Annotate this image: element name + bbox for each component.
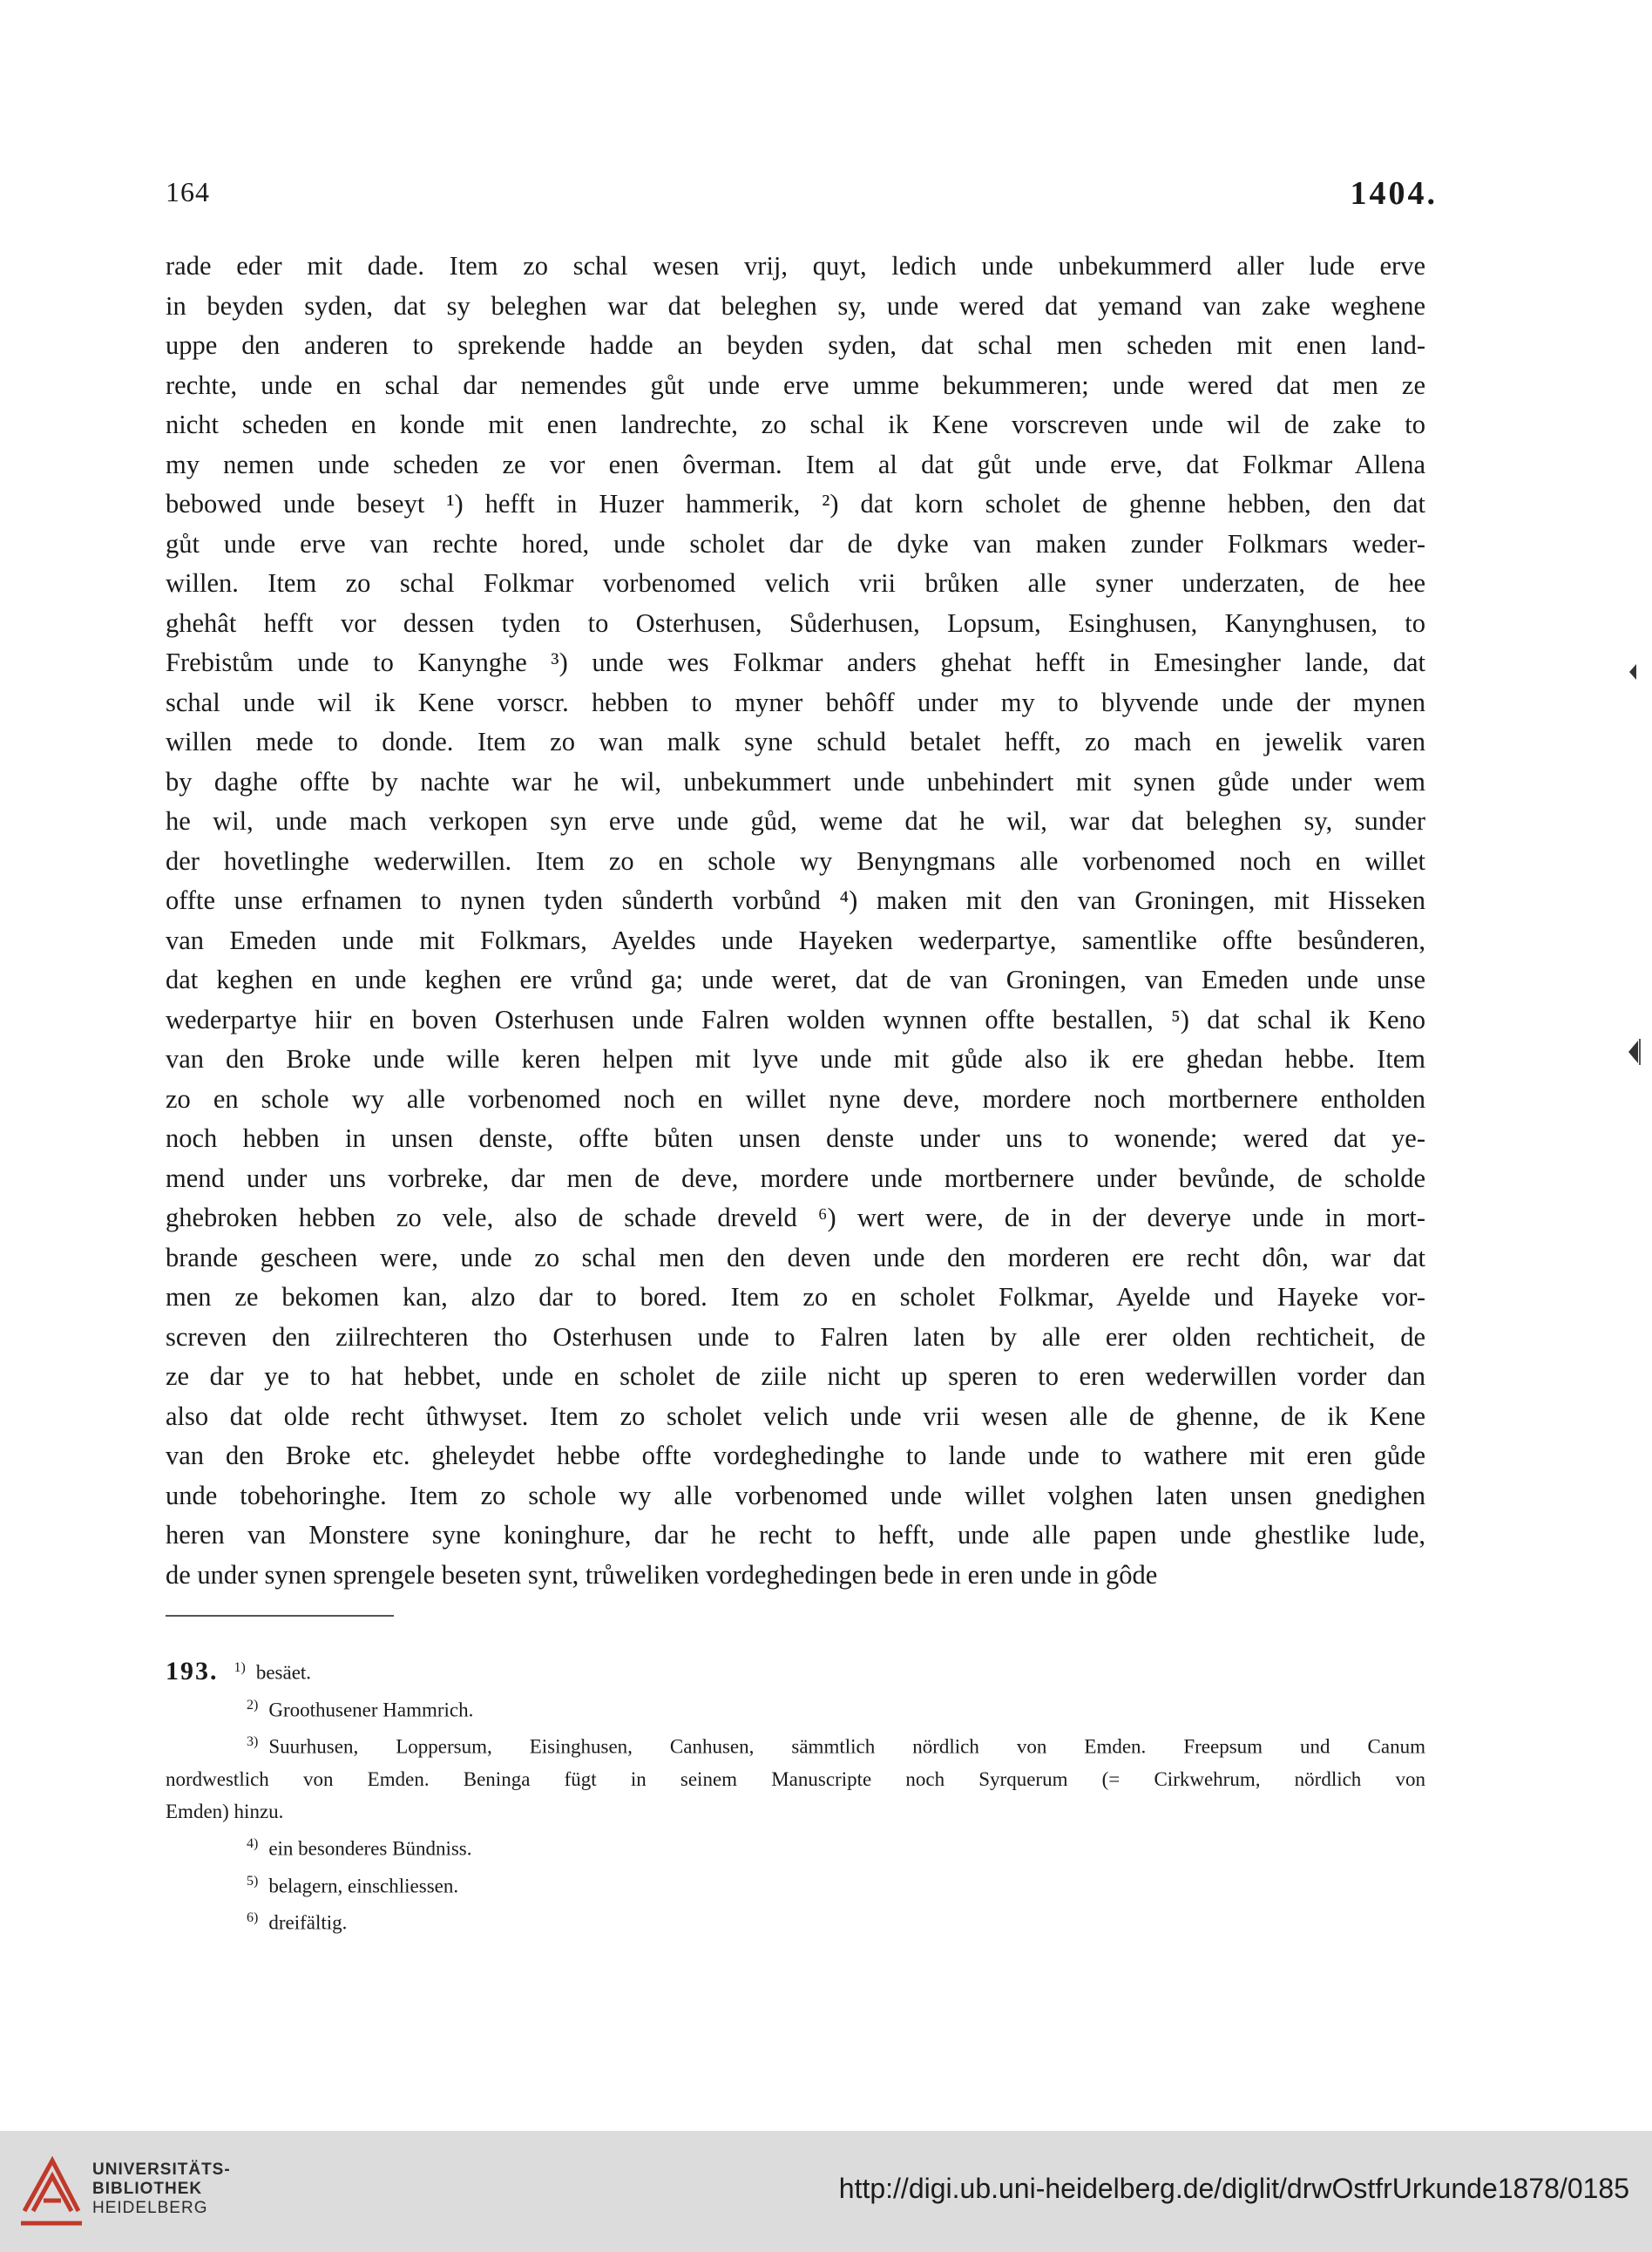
footnote-continuation [166,1763,1425,1795]
text-line: wederpartye hiir en boven Osterhusen unde Falren wolden wynnen offte bestallen, ⁵) dat schal ik Keno [166,1004,1425,1034]
text-line: mend under uns vorbreke, dar men de deve, mordere unde mortbernere under bevůnde, de scholde [166,1163,1425,1193]
text-line: zo en schole wy alle vorbenomed noch en willet nyne deve, mordere noch mortbernere entholden [166,1083,1425,1114]
text-line: in beyden syden, dat sy beleghen war dat beleghen sy, unde wered dat yemand van zake weghene [166,290,1425,321]
footnote-text: belagern, einschliessen. [268,1875,459,1897]
text-line: ghehât hefft vor dessen tyden to Osterhusen, Sůderhusen, Lopsum, Esinghusen, Kanynghusen, to [166,607,1425,638]
page-year: 1404. [1350,175,1438,212]
footnote [166,1652,1425,1689]
text-line: bebowed unde beseyt ¹) hefft in Huzer hammerik, ²) dat korn scholet de ghenne hebben, den dat [166,489,1425,519]
footnotes [166,1652,1425,1939]
footnote-text: dreifältig. [268,1911,348,1934]
footnote-mark: 1) [234,1660,246,1675]
library-name-line: UNIVERSITÄTS- [92,2160,231,2179]
text-line: de under synen sprengele beseten synt, trůweliken vordeghedingen bede in eren unde in gôde [166,1559,1158,1590]
footnote-text: besäet. [255,1661,312,1684]
text-line: ghebroken hebben zo vele, also de schade dreveld ⁶) wert were, de in der deverye unde in mort- [166,1203,1425,1232]
text-line: Frebistům unde to Kanynghe ³) unde wes Folkmar anders ghehat hefft in Emesingher lande, dat [166,648,1425,677]
text-line: unde tobehoringhe. Item zo schole wy alle vorbenomed unde willet volghen laten unsen gnedighen [166,1480,1425,1510]
text-line: van Emeden unde mit Folkmars, Ayeldes unde Hayeken wederpartye, samentlike offte besůnderen, [166,925,1425,955]
footnote [166,1689,1425,1726]
page-header [166,176,1438,220]
page-number: 164 [166,176,210,207]
source-url-link[interactable]: http://digi.ub.uni-heidelberg.de/diglit/drwOstfrUrkunde1878/0185 [838,2173,1629,2204]
text-line: van den Broke unde wille keren helpen mit lyve unde mit gůde also ik ere ghedan hebbe. Item [166,1044,1425,1074]
margin-mark-icon [1626,1037,1643,1067]
text-line: dat keghen en unde keghen ere vrůnd ga; unde weret, dat de van Groningen, van Emeden unde unse [166,965,1425,994]
footnote-text: ein besonderes Bündniss. [268,1837,472,1860]
text-line: gůt unde erve van rechte hored, unde scholet dar de dyke van maken zunder Folkmars weder- [166,528,1425,559]
text-line: uppe den anderen to sprekende hadde an beyden syden, dat schal men scheden mit enen land- [166,330,1425,360]
text-line: offte unse erfnamen to nynen tyden sůnderth vorbůnd ⁴) maken mit den van Groningen, mit Hisseken [166,885,1425,915]
text-line: rade eder mit dade. Item zo schal wesen vrij, quyt, ledich unde unbekummerd aller lude erve [166,251,1425,281]
footnote-mark: 3) [247,1734,259,1750]
text-line: heren van Monstere syne koninghure, dar he recht to hefft, unde alle papen unde ghestlike lude, [166,1520,1425,1550]
footnote-text: Groothusener Hammrich. [268,1699,474,1721]
footnote [166,1828,1425,1865]
footer-bar [0,2131,1652,2252]
text-line: van den Broke etc. gheleydet hebbe offte vordeghedinghe to lande unde to wathere mit eren gůde [166,1441,1425,1470]
footnote-mark: 4) [247,1835,259,1851]
text-line: der hovetlinghe wederwillen. Item zo en schole wy Benyngmans alle vorbenomed noch en willet [166,845,1425,876]
library-name-line: BIBLIOTHEK [92,2180,203,2198]
text-line: men ze bekomen kan, alzo dar to bored. Item zo en scholet Folkmar, Ayelde und Hayeke vor- [166,1282,1425,1312]
text-line: willen. Item zo schal Folkmar vorbenomed velich vrii brůken alle syner underzaten, de hee [166,568,1425,598]
document-number: 193. [166,1656,219,1686]
footnote-divider [166,1615,394,1617]
university-library-logo-icon [17,2150,85,2230]
library-name-line: HEIDELBERG [92,2199,208,2217]
footnote-text: nordwestlich von Emden. Beninga fügt in seinem Manuscripte noch Syrquerum (= Cirkwehrum, nördlich von [166,1767,1425,1790]
text-line: ze dar ye to hat hebbet, unde en scholet de ziile nicht up speren to eren wederwillen vorder dan [166,1361,1425,1391]
body-text [166,247,1425,1595]
library-name [92,2160,231,2218]
text-line: by daghe offte by nachte war he wil, unbekummert unde unbehindert mit synen gůde under wem [166,766,1425,797]
footnote-text: Suurhusen, Loppersum, Eisinghusen, Canhusen, sämmtlich nördlich von Emden. Freepsum und Canum [268,1735,1425,1758]
text-line: schal unde wil ik Kene vorscr. hebben to myner behôff under my to blyvende unde der mynen [166,687,1425,717]
text-line: my nemen unde scheden ze vor enen ôverman. Item al dat gůt unde erve, dat Folkmar Allena [166,449,1425,479]
text-line: nicht scheden en konde mit enen landrechte, zo schal ik Kene vorscreven unde wil de zake to [166,410,1425,439]
text-line: rechte, unde en schal dar nemendes gůt unde erve umme bekummeren; unde wered dat men ze [166,370,1425,400]
footnote [166,1726,1425,1763]
text-line: willen mede to donde. Item zo wan malk syne schuld betalet hefft, zo mach en jewelik varen [166,727,1425,756]
footnote-mark: 2) [247,1697,259,1713]
footnote-text: Emden) hinzu. [166,1800,284,1822]
footnote [166,1865,1425,1903]
text-line: he wil, unde mach verkopen syn erve unde gůd, weme dat he wil, war dat beleghen sy, sunder [166,806,1425,836]
text-line: also dat olde recht ûthwyset. Item zo scholet velich unde vrii wesen alle de ghenne, de ik Kene [166,1401,1425,1431]
text-line: noch hebben in unsen denste, offte bůten unsen denste under uns to wonende; wered dat ye- [166,1123,1425,1153]
margin-mark-icon [1628,662,1640,682]
footnote-mark: 6) [247,1910,259,1926]
footnote-continuation [166,1795,1425,1828]
footnote-mark: 5) [247,1873,259,1889]
text-line: screven den ziilrechteren tho Osterhusen unde to Falren laten by alle erer olden rechticheit, de [166,1321,1425,1352]
footnote [166,1902,1425,1939]
text-line: brande gescheen were, unde zo schal men den deven unde den morderen ere recht dôn, war dat [166,1242,1425,1272]
